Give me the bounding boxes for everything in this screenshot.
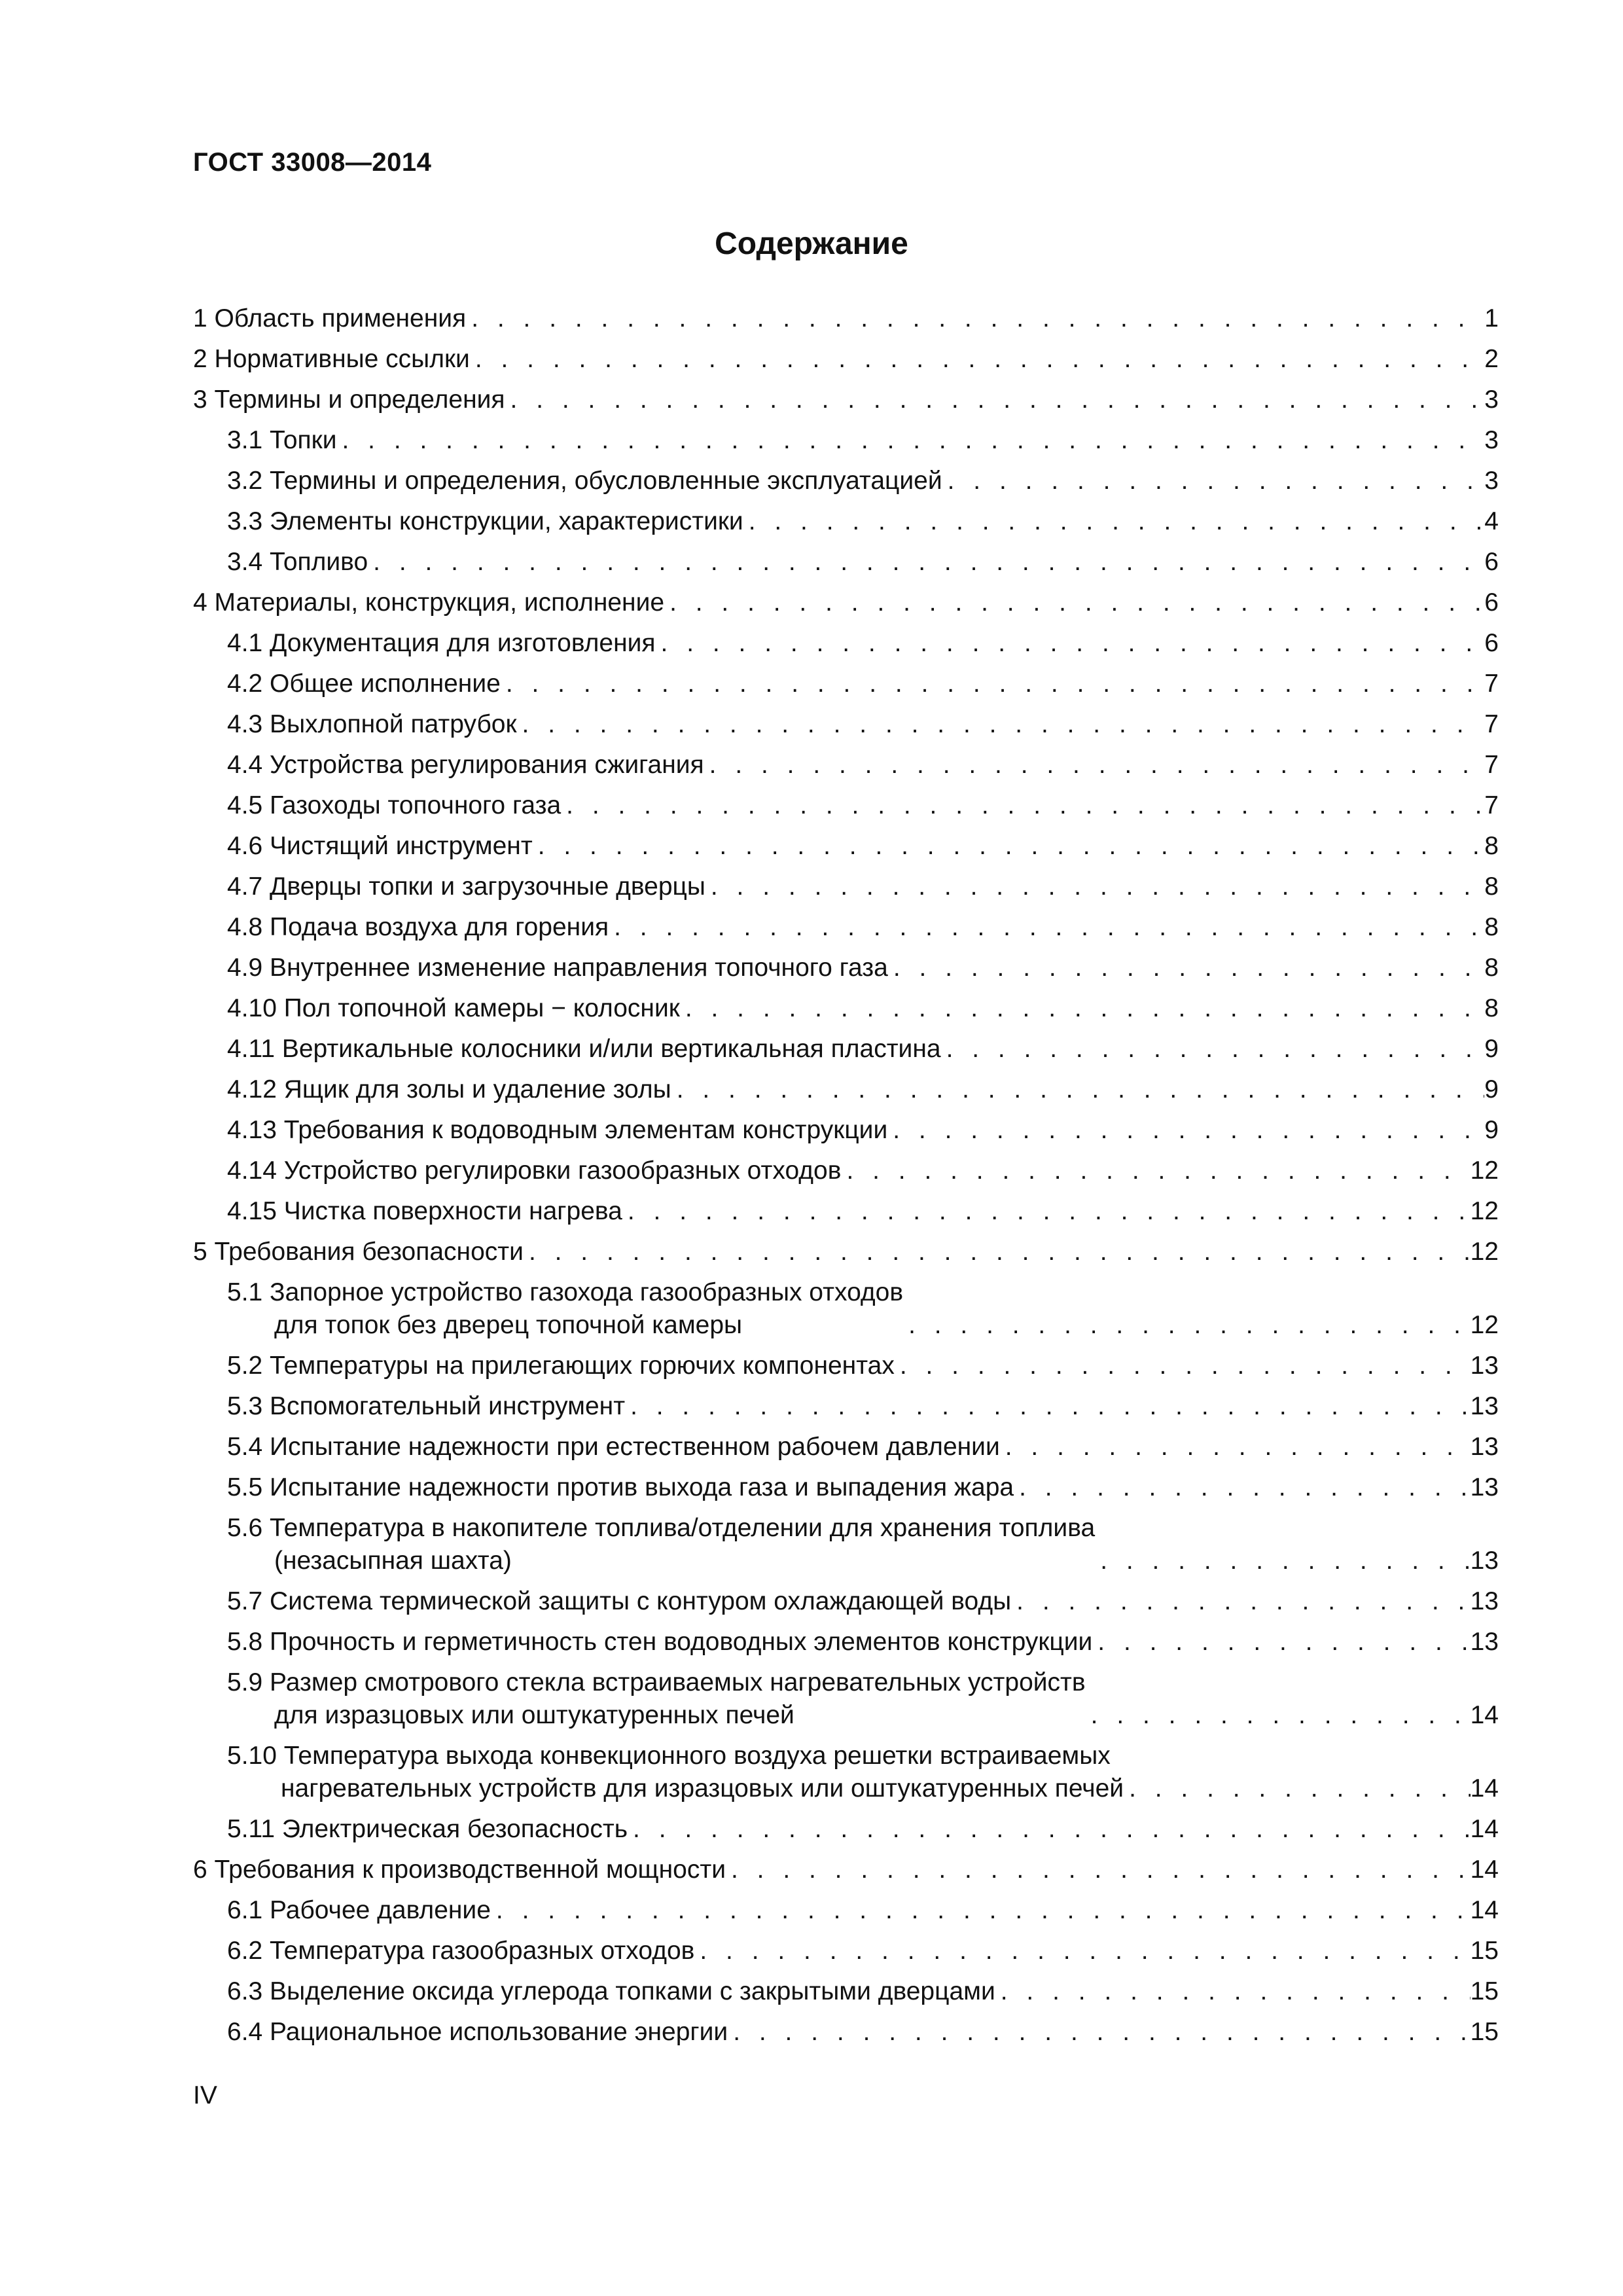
toc-entry-page: 14 [1470, 1896, 1499, 1924]
dot-leader [680, 992, 1484, 1025]
dot-leader [1086, 1699, 1471, 1732]
dot-leader [524, 1236, 1471, 1268]
toc-entry[interactable] [193, 1626, 1499, 1659]
toc-entry[interactable] [193, 1350, 1499, 1382]
toc-entry[interactable] [193, 424, 1499, 457]
toc-entry-page: 2 [1484, 345, 1499, 373]
toc-entry[interactable] [193, 343, 1499, 376]
toc-entry-title: 5.1 Запорное устройство газохода газообразных отходов [227, 1278, 904, 1306]
page-title: Содержание [715, 226, 908, 261]
dot-leader [533, 830, 1485, 863]
toc-entry-title: 4.2 Общее исполнение [227, 670, 501, 698]
toc-entry[interactable] [193, 1276, 1499, 1342]
toc-entry-label [193, 384, 505, 416]
toc-entry[interactable] [193, 952, 1499, 984]
toc-entry-label [227, 2016, 728, 2049]
toc-entry[interactable] [193, 708, 1499, 741]
toc-entry[interactable] [193, 384, 1499, 416]
toc-entry-label [227, 830, 533, 863]
toc-entry-title: 2 Нормативные ссылки [193, 345, 470, 373]
toc-entry[interactable] [193, 586, 1499, 619]
toc-entry-label [227, 1155, 841, 1187]
toc-entry-page: 13 [1470, 1392, 1499, 1420]
toc-entry[interactable] [193, 1236, 1499, 1268]
toc-entry-label [227, 1276, 903, 1342]
toc-entry[interactable] [193, 1155, 1499, 1187]
toc-entry[interactable] [193, 627, 1499, 660]
toc-entry[interactable] [193, 830, 1499, 863]
toc-entry-page: 15 [1470, 1977, 1499, 2005]
toc-entry[interactable] [193, 1813, 1499, 1846]
dot-leader [743, 505, 1485, 538]
toc-entry-title-continuation: нагревательных устройств для изразцовых или оштукатуренных печей [281, 1774, 1124, 1803]
toc-entry-label [227, 1975, 995, 2008]
dot-leader [841, 1155, 1470, 1187]
toc-entry-page: 8 [1484, 913, 1499, 941]
dot-leader [704, 749, 1485, 781]
toc-entry-page: 8 [1484, 872, 1499, 901]
dot-leader [664, 586, 1484, 619]
toc-entry-page: 3 [1484, 426, 1499, 454]
toc-entry-label [227, 992, 680, 1025]
dot-leader [336, 424, 1484, 457]
toc-entry-label [193, 1854, 726, 1886]
toc-entry[interactable] [193, 1073, 1499, 1106]
toc-entry-title: 6.1 Рабочее давление [227, 1896, 491, 1924]
toc-entry-title: 4 Материалы, конструкция, исполнение [193, 588, 665, 617]
toc-entry[interactable] [193, 911, 1499, 944]
toc-entry-title: 3.3 Элементы конструкции, характеристики [227, 507, 743, 535]
toc-entry-label [227, 1431, 1000, 1463]
toc-entry[interactable] [193, 1114, 1499, 1147]
toc-entry-page: 9 [1484, 1035, 1499, 1063]
toc-entry-page: 8 [1484, 994, 1499, 1022]
dot-leader [609, 911, 1484, 944]
toc-entry-label [227, 789, 561, 822]
toc-entry-title: 5.7 Система термической защиты с контуром охлаждающей воды [227, 1587, 1012, 1615]
dot-leader [728, 2016, 1470, 2049]
dot-leader [501, 668, 1484, 700]
toc-entry-title: 5.10 Температура выхода конвекционного воздуха решетки встраиваемых [227, 1742, 1111, 1770]
toc-entry-page: 3 [1484, 386, 1499, 414]
toc-entry-page: 7 [1484, 791, 1499, 819]
toc-entry[interactable] [193, 1390, 1499, 1423]
toc-entry-title: 5.8 Прочность и герметичность стен водоводных элементов конструкции [227, 1628, 1093, 1656]
dot-leader [517, 708, 1485, 741]
toc-entry-title: 4.3 Выхлопной патрубок [227, 710, 517, 738]
toc-entry-title: 4.4 Устройства регулирования сжигания [227, 751, 704, 779]
toc-entry[interactable] [193, 1854, 1499, 1886]
toc-entry-title-continuation: для изразцовых или оштукатуренных печей [274, 1701, 794, 1729]
toc-entry-page: 13 [1470, 1433, 1499, 1461]
toc-entry[interactable] [193, 465, 1499, 497]
toc-entry-title: 3.1 Топки [227, 426, 337, 454]
toc-entry-title: 4.11 Вертикальные колосники и/или вертикальная пластина [227, 1035, 941, 1063]
dot-leader [1014, 1471, 1471, 1504]
toc-entry-title: 5.11 Электрическая безопасность [227, 1815, 628, 1843]
toc-entry-title: 4.10 Пол топочной камеры − колосник [227, 994, 680, 1022]
dot-leader [466, 302, 1484, 335]
toc-entry[interactable] [193, 992, 1499, 1025]
toc-entry-title: 1 Область применения [193, 304, 467, 332]
toc-entry[interactable] [193, 302, 1499, 335]
toc-entry-title: 6.2 Температура газообразных отходов [227, 1937, 695, 1965]
toc-entry-title-continuation: для топок без дверец топочной камеры [274, 1311, 743, 1339]
dot-leader [491, 1894, 1471, 1927]
toc-entry-page: 15 [1470, 1937, 1499, 1965]
dot-leader [888, 952, 1484, 984]
toc-entry[interactable] [193, 1666, 1499, 1732]
toc-entry[interactable] [193, 749, 1499, 781]
toc-entry-page: 12 [1470, 1197, 1499, 1225]
dot-leader [1011, 1585, 1470, 1618]
toc-entry[interactable] [193, 870, 1499, 903]
dot-leader [942, 465, 1485, 497]
toc-entry-title: 5.2 Температуры на прилегающих горючих компонентах [227, 1352, 895, 1380]
toc-entry-page: 1 [1484, 304, 1499, 332]
toc-entry-title: 6 Требования к производственной мощности [193, 1856, 726, 1884]
toc-entry-title: 4.8 Подача воздуха для горения [227, 913, 609, 941]
toc-entry-title: 4.14 Устройство регулировки газообразных отходов [227, 1157, 842, 1185]
dot-leader [628, 1813, 1471, 1846]
toc-entry-title: 5.3 Вспомогательный инструмент [227, 1392, 626, 1420]
toc-entry-page: 15 [1470, 2018, 1499, 2046]
toc-entry-title: 4.1 Документация для изготовления [227, 629, 656, 657]
toc-entry-page: 13 [1470, 1352, 1499, 1380]
dot-leader [1095, 1545, 1470, 1577]
toc-entry[interactable] [193, 1431, 1499, 1463]
dot-leader [505, 384, 1485, 416]
toc-entry-page: 12 [1470, 1157, 1499, 1185]
toc-entry-label [227, 1512, 1095, 1577]
toc-entry-title: 5.4 Испытание надежности при естественном рабочем давлении [227, 1433, 1000, 1461]
toc-entry[interactable] [193, 546, 1499, 579]
toc-entry-title: 3 Термины и определения [193, 386, 505, 414]
toc-entry-title: 5.5 Испытание надежности против выхода газа и выпадения жара [227, 1473, 1014, 1501]
toc-entry-title: 4.5 Газоходы топочного газа [227, 791, 562, 819]
toc-entry-title: 4.6 Чистящий инструмент [227, 832, 533, 860]
toc-entry-title-continuation: (незасыпная шахта) [274, 1547, 512, 1575]
toc-entry[interactable] [193, 1585, 1499, 1618]
toc-entry-label [227, 1935, 694, 1967]
dot-leader [895, 1350, 1471, 1382]
toc-entry-page: 3 [1484, 467, 1499, 495]
toc-entry-title: 3.2 Термины и определения, обусловленные эксплуатацией [227, 467, 942, 495]
toc-entry[interactable] [193, 1471, 1499, 1504]
toc-entry-page: 13 [1470, 1587, 1499, 1615]
dot-leader [622, 1195, 1471, 1228]
toc-entry-label [193, 343, 470, 376]
dot-leader [470, 343, 1484, 376]
toc-entry-label [193, 302, 466, 335]
toc-entry[interactable] [193, 1512, 1499, 1577]
toc-entry-page: 8 [1484, 954, 1499, 982]
toc-entry[interactable] [193, 668, 1499, 700]
toc-entry-label [227, 1585, 1011, 1618]
toc-entry-title: 4.12 Ящик для золы и удаление золы [227, 1075, 671, 1103]
dot-leader [887, 1114, 1484, 1147]
dot-leader [1092, 1626, 1470, 1659]
toc-entry-title: 4.13 Требования к водоводным элементам конструкции [227, 1116, 888, 1144]
toc-entry-title: 4.9 Внутреннее изменение направления топочного газа [227, 954, 888, 982]
dot-leader [705, 870, 1484, 903]
toc-entry-label [227, 1740, 1124, 1805]
toc-entry[interactable] [193, 1935, 1499, 1967]
toc-entry[interactable] [193, 789, 1499, 822]
toc-entry-label [227, 668, 501, 700]
dot-leader [726, 1854, 1471, 1886]
toc-entry-page: 12 [1470, 1311, 1499, 1339]
toc-entry-page: 14 [1470, 1774, 1499, 1803]
toc-entry[interactable] [193, 2016, 1499, 2049]
toc-entry-label [227, 505, 743, 538]
toc-entry-label [227, 424, 336, 457]
table-of-contents [193, 302, 1499, 2056]
toc-entry-label [227, 1626, 1092, 1659]
toc-entry-page: 7 [1484, 670, 1499, 698]
toc-entry-title: 4.15 Чистка поверхности нагрева [227, 1197, 622, 1225]
dot-leader [1000, 1431, 1471, 1463]
toc-entry-page: 6 [1484, 548, 1499, 576]
toc-entry-title: 5 Требования безопасности [193, 1238, 524, 1266]
dot-leader [903, 1309, 1471, 1342]
toc-entry[interactable] [193, 1195, 1499, 1228]
toc-entry-label [227, 1390, 625, 1423]
toc-entry-page: 14 [1470, 1701, 1499, 1729]
toc-entry-page: 8 [1484, 832, 1499, 860]
toc-entry-label [193, 1236, 524, 1268]
toc-entry-label [193, 586, 664, 619]
toc-entry-label [227, 546, 368, 579]
dot-leader [656, 627, 1485, 660]
toc-entry-label [227, 911, 609, 944]
dot-leader [561, 789, 1484, 822]
dot-leader [368, 546, 1484, 579]
dot-leader [671, 1073, 1485, 1106]
toc-entry-page: 6 [1484, 629, 1499, 657]
toc-entry-page: 13 [1470, 1473, 1499, 1501]
toc-entry-page: 14 [1470, 1856, 1499, 1884]
toc-entry-title: 3.4 Топливо [227, 548, 368, 576]
dot-leader [995, 1975, 1471, 2008]
toc-entry-label [227, 1195, 622, 1228]
toc-entry-label [227, 1350, 895, 1382]
toc-entry-page: 12 [1470, 1238, 1499, 1266]
toc-entry-title: 5.6 Температура в накопителе топлива/отделении для хранения топлива [227, 1514, 1096, 1542]
dot-leader [1124, 1772, 1471, 1805]
toc-entry[interactable] [193, 505, 1499, 538]
toc-entry-label [227, 1033, 941, 1066]
document-code: ГОСТ 33008—2014 [193, 148, 432, 177]
page-number: IV [193, 2081, 217, 2109]
toc-entry-page: 9 [1484, 1075, 1499, 1103]
toc-entry-title: 4.7 Дверцы топки и загрузочные дверцы [227, 872, 705, 901]
toc-entry-label [227, 749, 704, 781]
toc-entry-label [227, 627, 656, 660]
toc-entry[interactable] [193, 1975, 1499, 2008]
toc-entry[interactable] [193, 1033, 1499, 1066]
toc-entry[interactable] [193, 1894, 1499, 1927]
toc-entry-label [227, 1894, 491, 1927]
toc-entry-page: 9 [1484, 1116, 1499, 1144]
toc-entry-page: 7 [1484, 710, 1499, 738]
toc-entry-page: 13 [1470, 1628, 1499, 1656]
dot-leader [625, 1390, 1471, 1423]
dot-leader [694, 1935, 1470, 1967]
toc-entry-label [227, 708, 517, 741]
toc-entry-title: 6.3 Выделение оксида углерода топками с закрытыми дверцами [227, 1977, 995, 2005]
toc-entry-label [227, 465, 942, 497]
toc-entry[interactable] [193, 1740, 1499, 1805]
toc-entry-label [227, 1813, 628, 1846]
toc-entry-page: 4 [1484, 507, 1499, 535]
toc-entry-page: 13 [1470, 1547, 1499, 1575]
toc-entry-page: 6 [1484, 588, 1499, 617]
toc-entry-label [227, 870, 705, 903]
toc-entry-title: 5.9 Размер смотрового стекла встраиваемых нагревательных устройств [227, 1668, 1086, 1696]
toc-entry-label [227, 1471, 1014, 1504]
toc-entry-title: 6.4 Рациональное использование энергии [227, 2018, 728, 2046]
toc-entry-label [227, 1114, 887, 1147]
toc-entry-label [227, 952, 888, 984]
toc-entry-label [227, 1073, 671, 1106]
toc-entry-page: 7 [1484, 751, 1499, 779]
toc-entry-label [227, 1666, 1086, 1732]
toc-entry-page: 14 [1470, 1815, 1499, 1843]
dot-leader [941, 1033, 1485, 1066]
